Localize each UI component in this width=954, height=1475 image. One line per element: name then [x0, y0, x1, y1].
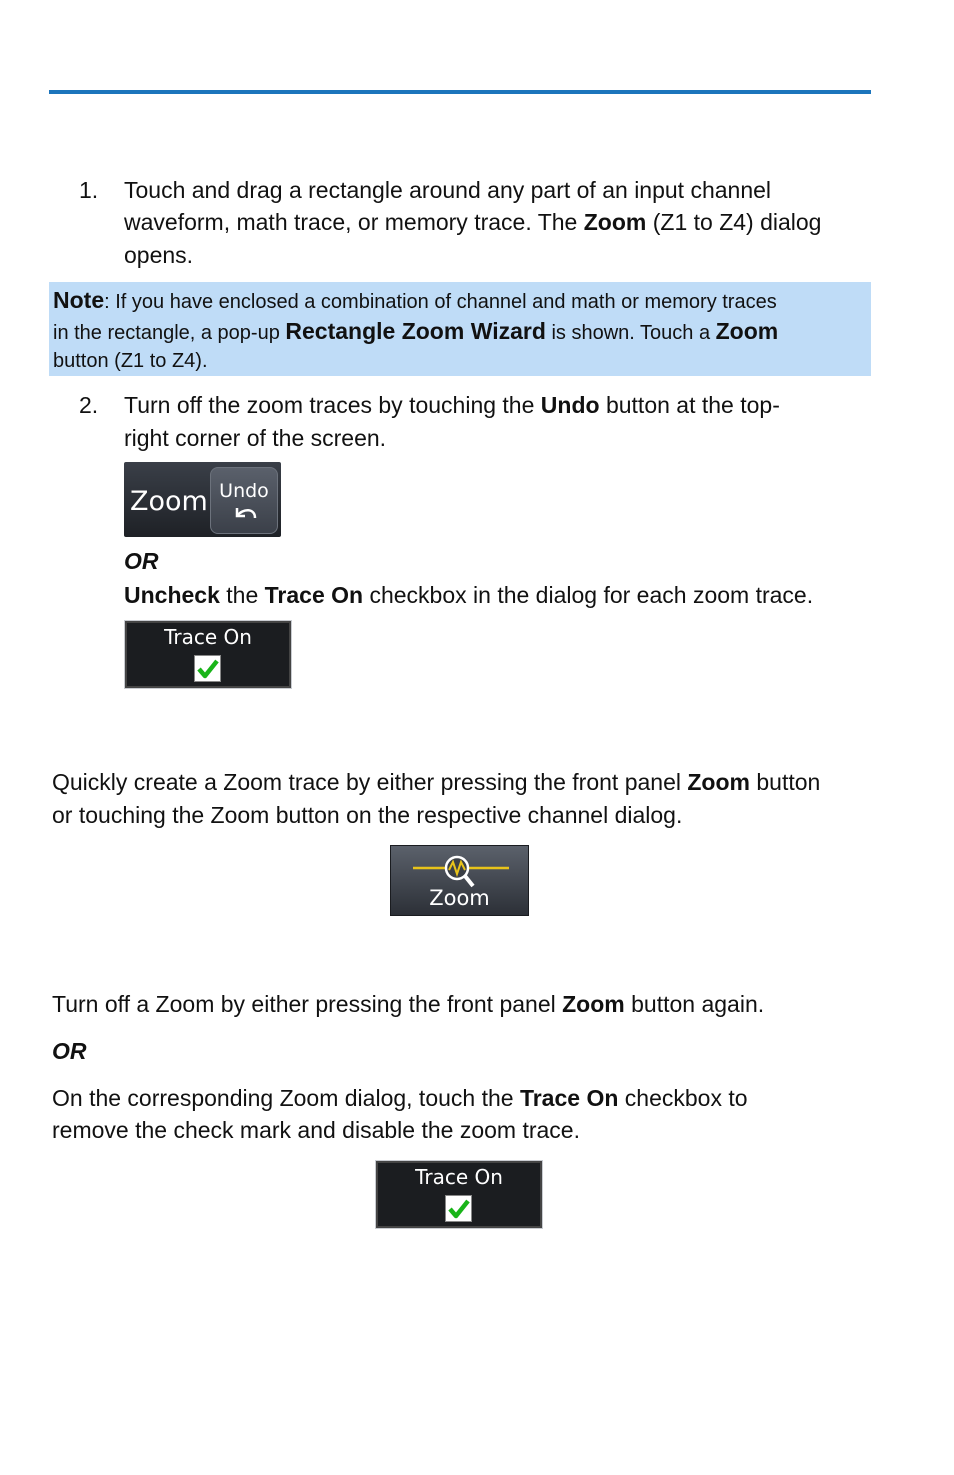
zoom-label: Zoom — [130, 486, 208, 517]
turnoff-line-3: remove the check mark and disable the zoom trace. — [52, 1117, 580, 1143]
checkmark-icon — [196, 657, 220, 681]
undo-label: Undo — [219, 480, 269, 502]
note-box — [49, 282, 871, 376]
step-2-line-1: Turn off the zoom traces by touching the Undo button at the top- — [124, 392, 780, 418]
zoom-magnifier-icon — [411, 854, 511, 890]
step-2-line-2: right corner of the screen. — [124, 425, 387, 451]
turnoff-line-2: On the corresponding Zoom dialog, touch the Trace On checkbox to — [52, 1085, 748, 1111]
or-label-2: OR — [52, 1038, 87, 1064]
trace-on-checkbox[interactable] — [194, 655, 221, 682]
header-rule — [49, 90, 871, 94]
zoom-button-label: Zoom — [429, 886, 490, 910]
trace-on-label: Trace On — [164, 625, 252, 649]
create-line-2: or touching the Zoom button on the respective channel dialog. — [52, 802, 683, 828]
step-1-number: 1. — [79, 177, 99, 203]
zoom-button[interactable] — [390, 845, 529, 916]
note-line-3: button (Z1 to Z4). — [53, 350, 208, 372]
step-1-line-1: Touch and drag a rectangle around any part of an input channel — [124, 177, 772, 203]
zoom-undo-toolbar-image — [124, 462, 281, 537]
checkmark-icon — [447, 1197, 471, 1221]
step-1-line-3: opens. — [124, 242, 194, 268]
undo-arrow-icon — [231, 506, 259, 524]
step-2-number: 2. — [79, 392, 99, 418]
or-label-1: OR — [124, 548, 159, 574]
trace-on-checkbox-widget-2[interactable] — [375, 1160, 543, 1229]
turnoff-line-1: Turn off a Zoom by either pressing the front panel Zoom button again. — [52, 991, 765, 1017]
create-line-1: Quickly create a Zoom trace by either pressing the front panel Zoom button — [52, 769, 821, 795]
uncheck-line: Uncheck the Trace On checkbox in the dialog for each zoom trace. — [124, 582, 814, 608]
trace-on-checkbox[interactable] — [445, 1195, 472, 1222]
trace-on-checkbox-widget-1[interactable] — [124, 620, 292, 689]
trace-on-label: Trace On — [415, 1165, 503, 1189]
note-line-1: Note: If you have enclosed a combination of channel and math or memory traces — [53, 287, 777, 313]
undo-button[interactable] — [210, 467, 278, 534]
step-1-line-2: waveform, math trace, or memory trace. The Zoom (Z1 to Z4) dialog — [124, 209, 822, 235]
note-line-2: in the rectangle, a pop-up Rectangle Zoom Wizard is shown. Touch a Zoom — [53, 318, 779, 344]
